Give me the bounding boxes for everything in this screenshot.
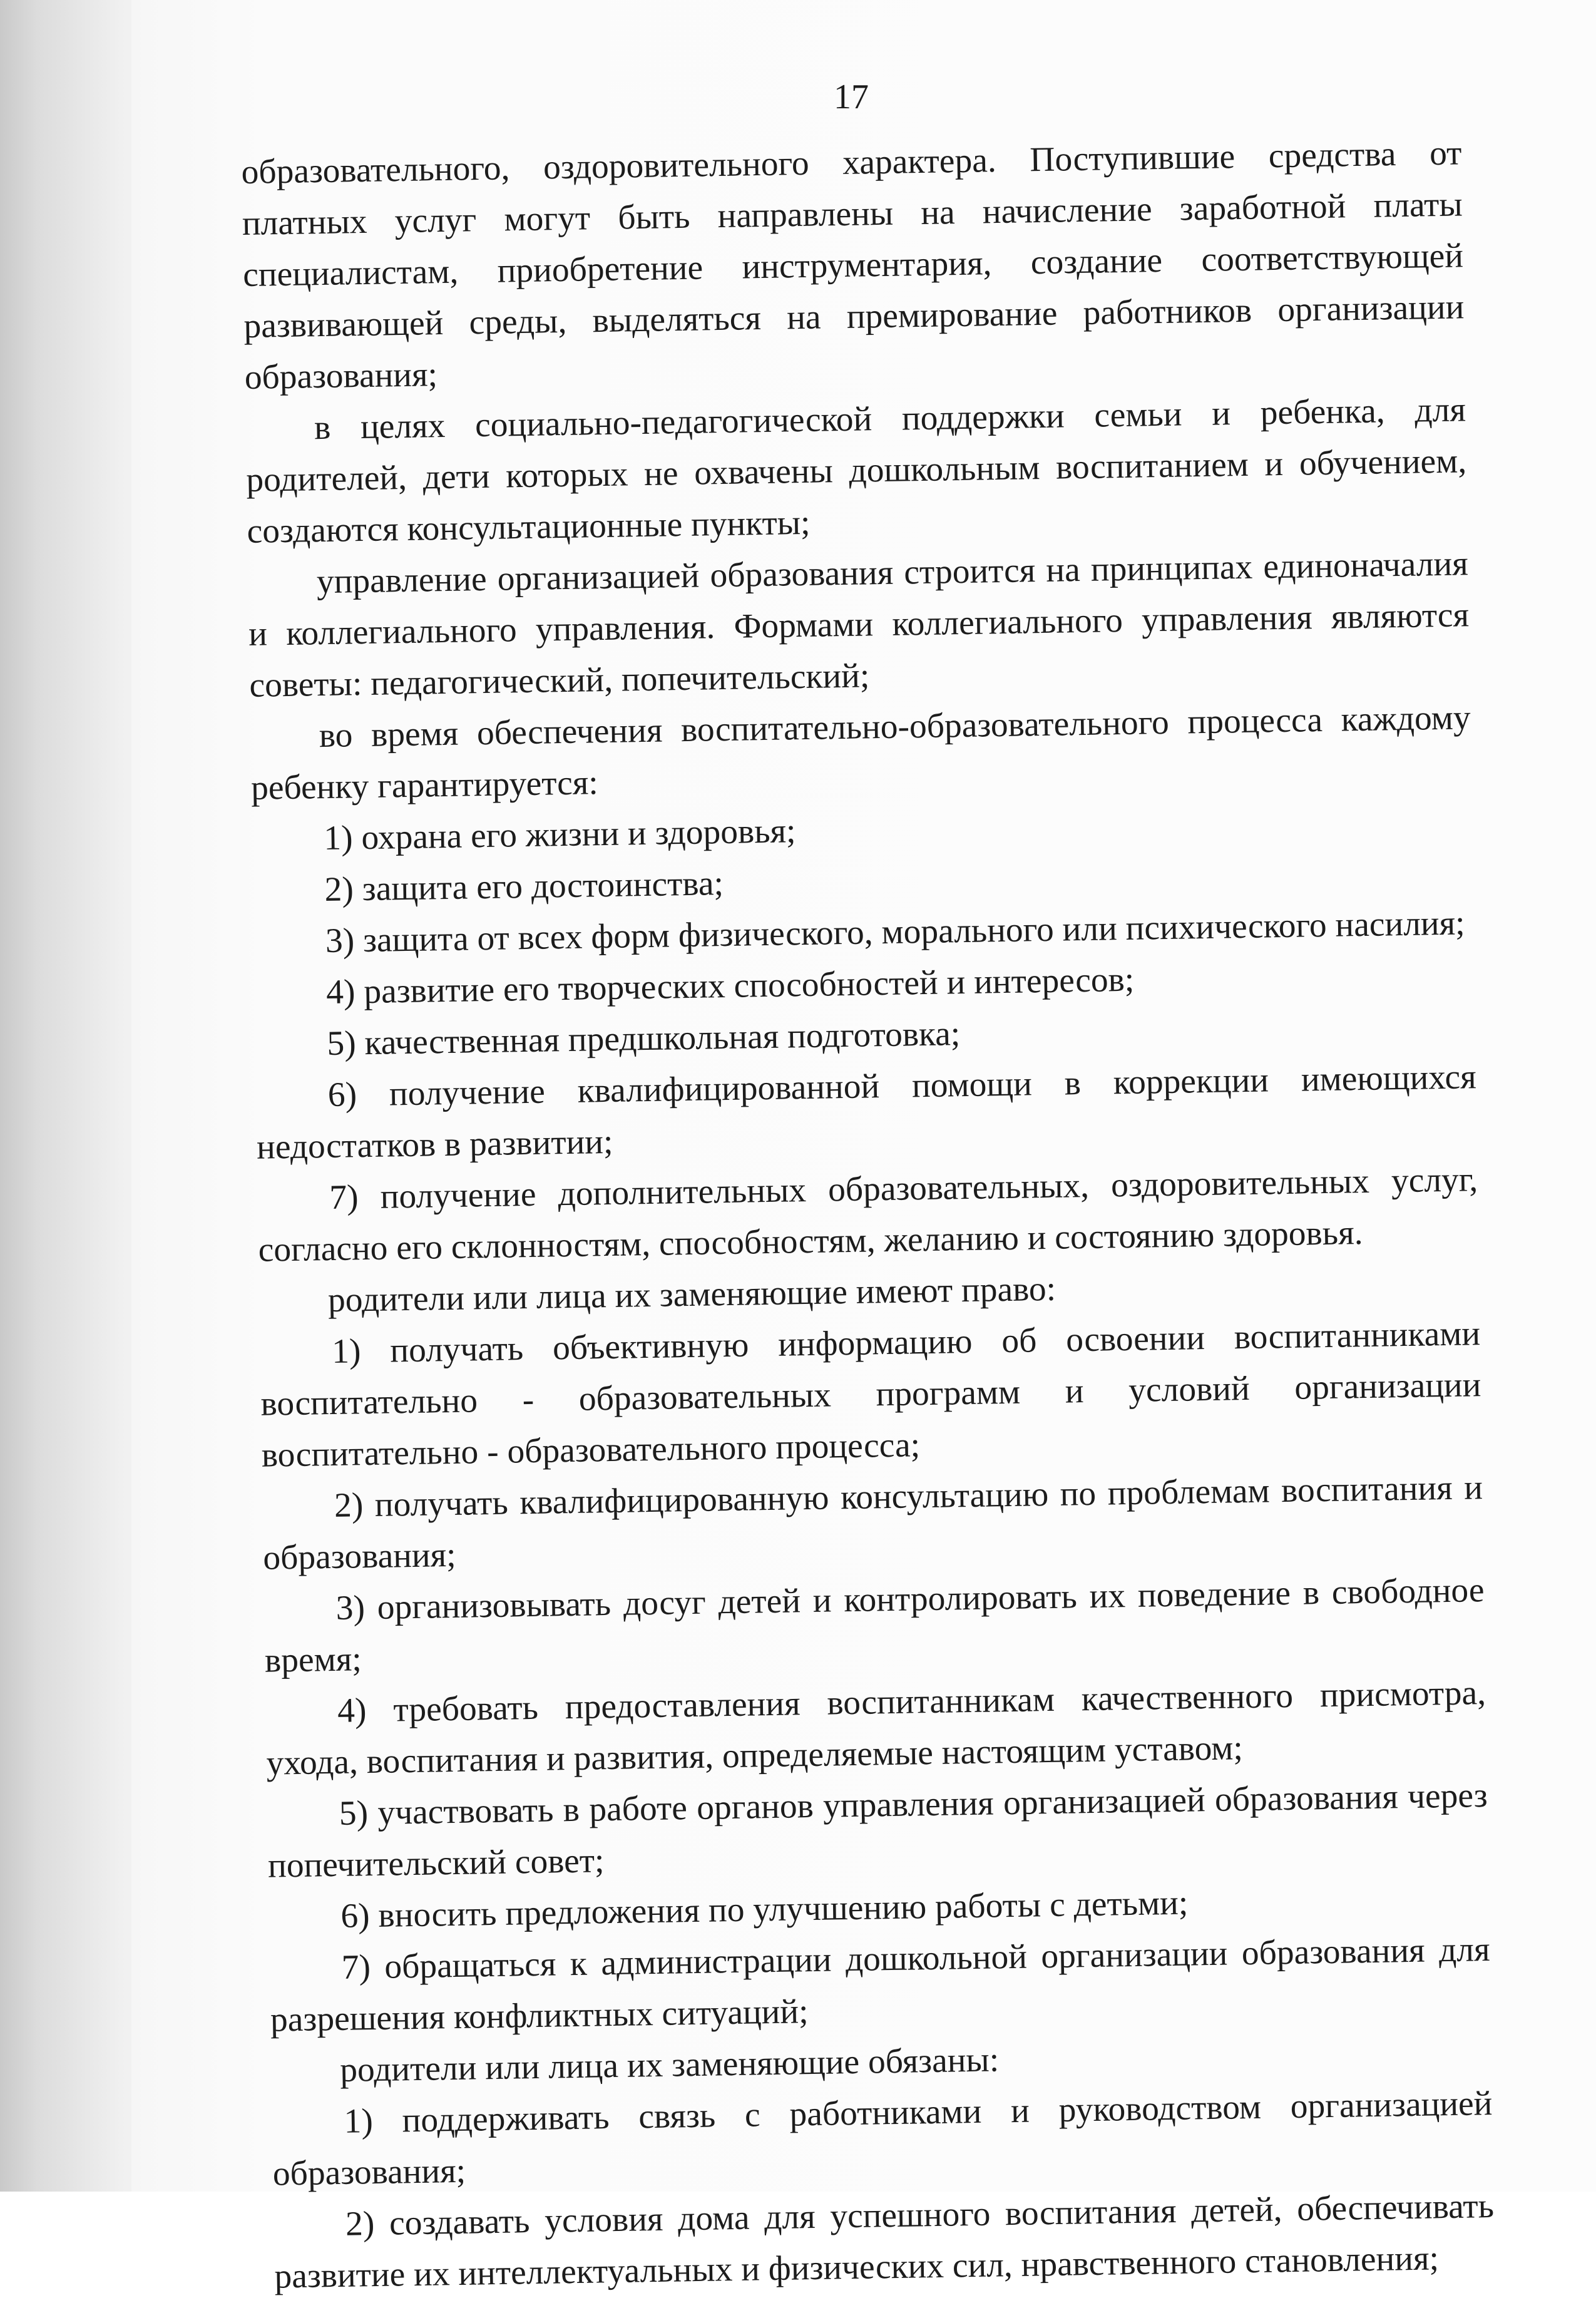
paragraph: образовательного, оздоровительного характера. Поступившие средства от платных услуг могут быть направлены на начисление заработной платы специалистам, приобретение инструментария, создание соответствующей развивающей среды, выделяться на премирование работников организации образования;	[241, 134, 1465, 397]
document-body	[241, 128, 1495, 2302]
paragraph: родители или лица их заменяющие имеют право:	[327, 1269, 1056, 1320]
list-item: 1) охрана его жизни и здоровья;	[323, 812, 796, 858]
list-item: 7) обращаться к администрации дошкольной организации образования для разрешения конфликтных ситуаций;	[270, 1931, 1490, 2039]
list-item: 7) получение дополнительных образовательных, оздоровительных услуг, согласно его склонностям, способностям, желанию и состоянию здоровья.	[258, 1161, 1478, 1269]
list-item: 4) развитие его творческих способностей и интересов;	[325, 960, 1135, 1012]
list-item: 1) поддерживать связь с работниками и руководством организацией образования;	[272, 2084, 1493, 2193]
list-item: 2) создавать условия дома для успешного воспитания детей, обеспечивать развитие их интеллектуальных и физических сил, нравственного становления;	[274, 2187, 1495, 2296]
page-shadow-edge	[0, 0, 131, 2192]
paragraph: управление организацией образования строится на принципах единоначалия и коллегиального управления. Формами коллегиального управления являются советы: педагогический, попечительский;	[248, 545, 1470, 705]
page-number: 17	[834, 78, 869, 116]
list-item: 1) получать объективную информацию об освоении воспитанниками воспитательно - образовательных программ и условий организации воспитательно - образовательного процесса;	[260, 1315, 1481, 1475]
paragraph: в целях социально-педагогической поддержки семьи и ребенка, для родителей, дети которых не охвачены дошкольным воспитанием и обучением, создаются консультационные пункты;	[245, 391, 1467, 551]
list-item: 3) организовывать досуг детей и контролировать их поведение в свободное время;	[264, 1571, 1485, 1680]
paragraph: родители или лица их заменяющие обязаны:	[339, 2041, 1000, 2090]
list-item: 2) получать квалифицированную консультацию по проблемам воспитания и образования;	[262, 1469, 1483, 1577]
document-page	[241, 75, 1495, 2296]
list-item: 5) участвовать в работе органов управления организацией образования через попечительский совет;	[267, 1777, 1488, 1885]
list-item: 4) требовать предоставления воспитанникам качественного присмотра, ухода, воспитания и развития, определяемые настоящим уставом;	[266, 1674, 1486, 1783]
list-item: 3) защита от всех форм физического, морального или психического насилия;	[325, 904, 1465, 961]
list-item: 5) качественная предшкольная подготовка;	[327, 1015, 961, 1064]
paragraph: во время обеспечения воспитательно-образовательного процесса каждому ребенку гарантируется:	[250, 699, 1471, 808]
list-item: 6) вносить предложения по улучшению работы с детьми;	[340, 1884, 1189, 1936]
list-item: 2) защита его достоинства;	[324, 864, 724, 910]
list-item: 6) получение квалифицированной помощи в коррекции имеющихся недостатков в развитии;	[256, 1058, 1477, 1167]
